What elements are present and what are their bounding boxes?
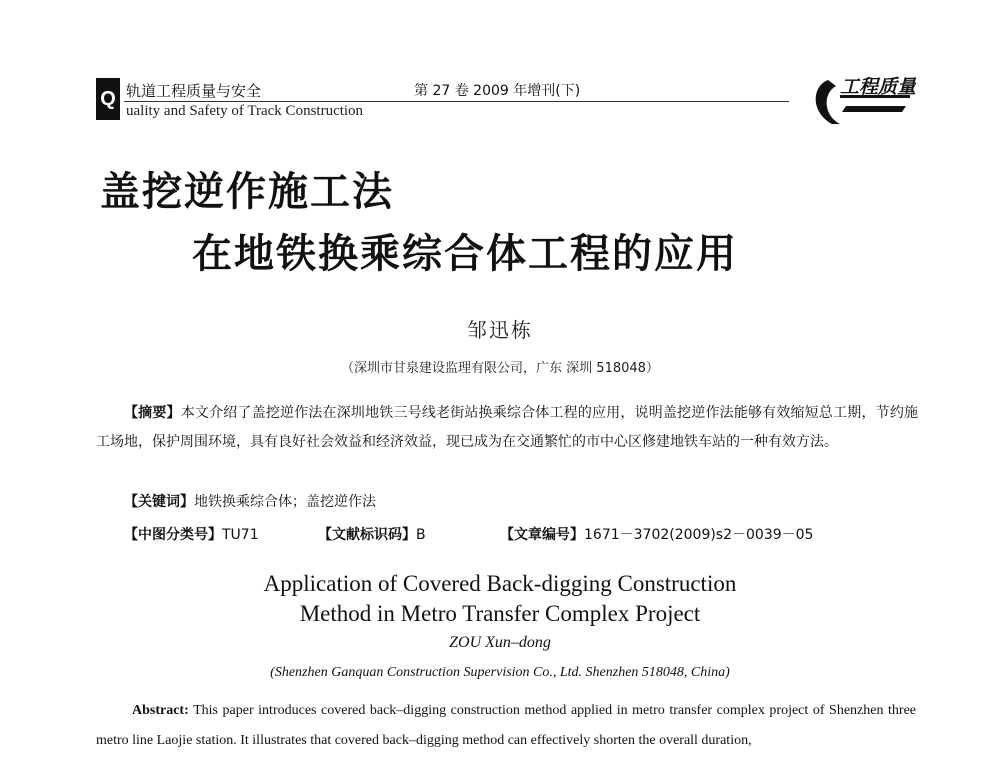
journal-name-cn: 轨道工程质量与安全 <box>126 82 262 100</box>
header-divider <box>124 101 789 102</box>
article-no-label: 【文章编号】 <box>500 527 584 543</box>
issue-info: 第 27 卷 2009 年增刊(下) <box>414 83 581 99</box>
journal-logo <box>806 72 916 132</box>
article-no-value: 1671－3702(2009)s2－0039－05 <box>584 527 814 543</box>
article-number <box>500 524 813 544</box>
abstract-cn <box>96 399 918 457</box>
keywords-cn <box>124 491 376 511</box>
journal-q-mark: Q <box>96 78 120 120</box>
journal-name-en: uality and Safety of Track Construction <box>126 103 364 119</box>
abstract-cn-text: 本文介绍了盖挖逆作法在深圳地铁三号线老街站换乘综合体工程的应用，说明盖挖逆作法能够有效缩短总工期，节约施工场地，保护周围环境，具有良好社会效益和经济效益，现已成为在交通繁忙的市中心区修建地铁车站的一种有效方法。 <box>96 405 919 450</box>
clc-label: 【中图分类号】 <box>124 527 222 543</box>
title-cn-line1: 盖挖逆作施工法 <box>100 169 394 215</box>
abstract-cn-label: 【摘要】 <box>124 405 181 421</box>
title-en-line2: Method in Metro Transfer Complex Project <box>299 601 701 626</box>
logo-text: 工程质量 <box>840 76 916 98</box>
abstract-en <box>96 696 916 756</box>
abstract-en-text: This paper introduces covered back–digging construction method applied in metro transfer complex project of Shenzhen three metro line Laojie station. It illustrates that covered back–digging method can effectively shorten the overall duration, <box>96 703 916 748</box>
doc-code-label: 【文献标识码】 <box>318 527 416 543</box>
title-cn-line2: 在地铁换乘综合体工程的应用 <box>192 231 738 277</box>
keywords-cn-text: 地铁换乘综合体；盖挖逆作法 <box>194 494 376 510</box>
keywords-cn-label: 【关键词】 <box>124 494 194 510</box>
clc-value: TU71 <box>222 527 259 543</box>
logo-emblem-icon <box>806 72 916 132</box>
affiliation-en: (Shenzhen Ganquan Construction Supervision Co., Ltd. Shenzhen 518048, China) <box>270 665 730 680</box>
title-en-line1: Application of Covered Back-digging Construction <box>263 571 737 596</box>
abstract-en-label: Abstract: <box>132 703 189 718</box>
doc-code-value: B <box>416 527 426 543</box>
affiliation-cn: （深圳市甘泉建设监理有限公司，广东 深圳 518048） <box>341 361 659 376</box>
author-cn: 邹迅栋 <box>467 318 533 342</box>
author-en: ZOU Xun–dong <box>449 634 551 651</box>
document-code <box>318 524 426 544</box>
clc-number <box>124 524 259 544</box>
